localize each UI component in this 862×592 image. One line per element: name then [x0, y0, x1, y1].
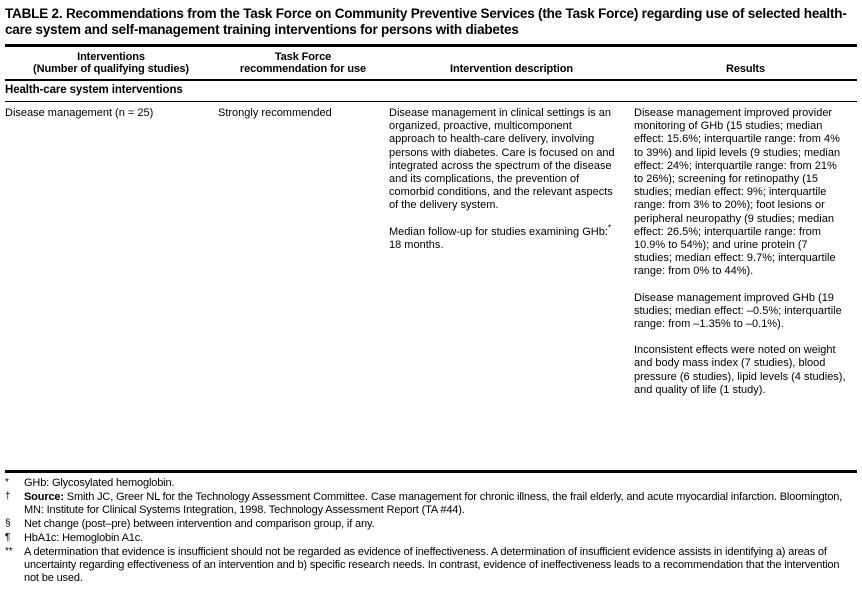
header-col-recommendation — [217, 51, 389, 75]
footnote-insufficient-evidence — [5, 546, 857, 585]
table-row — [5, 102, 857, 470]
footnote-text — [24, 491, 857, 517]
footnote-body: GHb: Glycosylated hemoglobin. — [24, 477, 175, 489]
section-header: Health-care system interventions — [5, 84, 183, 96]
header-interventions-line2: (Number of qualifying studies) — [33, 63, 189, 75]
header-col-description — [389, 51, 634, 75]
table-bottom-rule — [5, 470, 857, 473]
footnote-body: Smith JC, Greer NL for the Technology Assessment Committee. Case management for chronic illness, the frail elderly, and acute myocardial infarction. Bloomington, MN: Institute for Clinical Systems Integration, 1998. Technology Assessment Report (TA #44). — [24, 491, 843, 516]
footnote-body: Net change (post–pre) between intervention and comparison group, if any. — [24, 518, 375, 530]
header-col-interventions — [5, 51, 217, 75]
footnote-source — [5, 491, 857, 517]
footnote-marker-double-asterisk: ** — [5, 546, 13, 557]
description-followup-suffix: 18 months. — [389, 238, 444, 251]
footnote-marker-dagger: † — [5, 491, 11, 502]
description-followup-text: Median follow-up for studies examining GHb: — [389, 225, 608, 238]
footnote-reference-asterisk: * — [607, 221, 612, 232]
footnote-net-change — [5, 518, 857, 531]
footnote-marker-section: § — [5, 518, 11, 529]
footnote-hba1c — [5, 532, 857, 545]
footnote-text — [24, 546, 857, 585]
header-description-label: Intervention description — [450, 63, 573, 75]
description-paragraph-2 — [389, 221, 616, 252]
header-recommendation-line1: Task Force — [274, 51, 332, 63]
header-interventions-line1: Interventions — [77, 51, 145, 63]
cell-recommendation: Strongly recommended — [218, 107, 332, 119]
header-col-results — [634, 51, 857, 75]
cell-description — [389, 107, 634, 470]
footnote-text — [24, 532, 857, 545]
results-paragraph-2: Disease management improved GHb (19 studies; median effect: –0.5%; interquartile range: from –1.35% to –0.1%). — [634, 291, 842, 331]
cell-results — [634, 107, 857, 470]
footnote-marker-pilcrow: ¶ — [5, 532, 11, 543]
footnote-text — [24, 477, 857, 490]
footnote-text — [24, 518, 857, 531]
table-title: TABLE 2. Recommendations from the Task Force on Community Preventive Services (the Task Force) regarding use of selected health-care system and self-management training interventions for persons with diabetes — [5, 6, 847, 37]
footnote-bold-lead: Source: — [24, 491, 64, 503]
header-results-label: Results — [725, 63, 766, 75]
description-paragraph-1: Disease management in clinical settings is an organized, proactive, multicomponent approach to health-care delivery, involving persons with diabetes. Care is focused on and integrated across the spectrum of the disease and its complications, the prevention of comorbid conditions, and the relevant aspects of the delivery system. — [389, 107, 615, 212]
results-paragraph-1: Disease management improved provider monitoring of GHb (15 studies; median effect: 15.6%; interquartile range: from 4% to 39%) and lipid levels (9 studies; median effect: 24%; interquartile range: from 21% to 26%); screening for retinopathy (15 studies; median effect: 9%; interquartile range: from 3% to 20%); foot lesions or peripheral neuropathy (9 studies; median effect: 26.5%; interquartile range: from 10.9% to 54%); and urine protein (7 studies; median effect: 9.7%; interquartile range: from 0% to 44%). — [634, 107, 841, 278]
table-header-row — [5, 47, 857, 79]
cell-intervention: Disease management (n = 25) — [5, 107, 154, 119]
header-recommendation-line2: recommendation for use — [239, 63, 367, 75]
footnote-body: HbA1c: Hemoglobin A1c. — [24, 532, 143, 544]
footnotes-block — [5, 477, 857, 585]
footnote-body: A determination that evidence is insufficient should not be regarded as evidence of ineffectiveness. A determination of insufficient evidence assists in identifying a) areas of uncertainty regarding effectiveness of an intervention and b) specific research needs. In contrast, evidence of ineffectiveness leads to a recommendation that the intervention not be used. — [24, 546, 840, 584]
footnote-marker-asterisk: * — [5, 477, 9, 488]
results-paragraph-3: Inconsistent effects were noted on weight and body mass index (7 studies), blood pressure (6 studies), lipid levels (4 studies), and quality of life (1 study). — [634, 344, 846, 396]
footnote-ghb — [5, 477, 857, 490]
